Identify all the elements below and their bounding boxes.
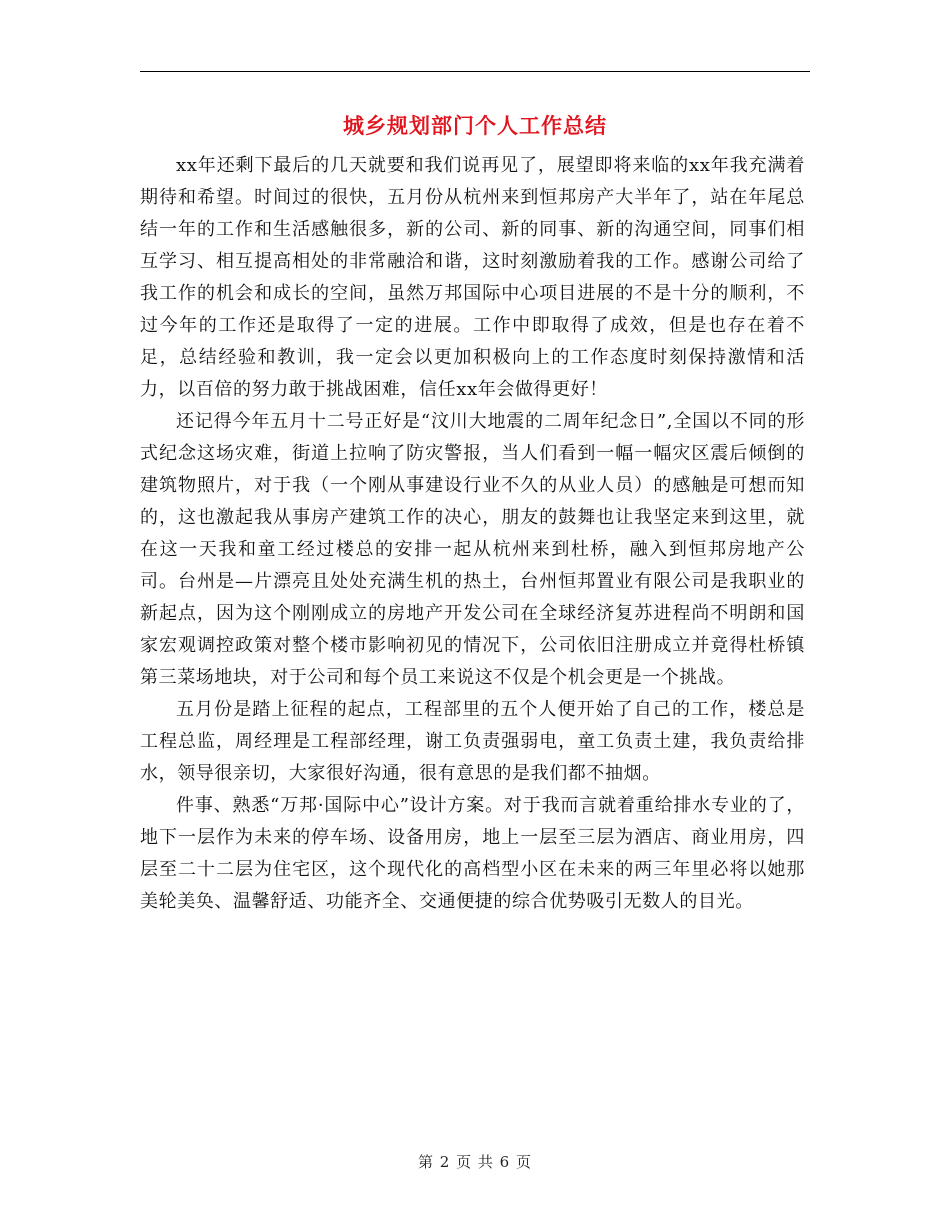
document-title: 城乡规划部门个人工作总结 xyxy=(343,113,607,138)
paragraph-4: 件事、熟悉“万邦·国际中心”设计方案。对于我而言就着重给排水专业的了，地下一层作为未来的停车场、设备用房，地上一层至三层为酒店、商业用房，四层至二十二层为住宅区，这个现代化的高档型小区在未来的两三年里必将以她那美轮美奂、温馨舒适、功能齐全、交通便捷的综合优势吸引无数人的目光。 xyxy=(140,795,805,912)
paragraph-3: 五月份是踏上征程的起点，工程部里的五个人便开始了自己的工作，楼总是工程总监，周经理是工程部经理，谢工负责强弱电，童工负责土建，我负责给排水，领导很亲切，大家很好沟通，很有意思的是我们都不抽烟。 xyxy=(140,699,805,784)
paragraph-1: xx年还剩下最后的几天就要和我们说再见了，展望即将来临的xx年我充满着期待和希望。时间过的很快，五月份从杭州来到恒邦房产大半年了，站在年尾总结一年的工作和生活感触很多，新的公司、新的同事、新的沟通空间，同事们相互学习、相互提高相处的非常融洽和谐，这时刻激励着我的工作。感谢公司给了我工作的机会和成长的空间，虽然万邦国际中心项目进展的不是十分的顺利，不过今年的工作还是取得了一定的进展。工作中即取得了成效，但是也存在着不足，总结经验和教训，我一定会以更加积极向上的工作态度时刻保持激情和活力，以百倍的努力敢于挑战困难，信任xx年会做得更好！ xyxy=(140,155,805,400)
page-number: 第 2 页 共 6 页 xyxy=(418,1153,532,1171)
paragraph-2: 还记得今年五月十二号正好是“汶川大地震的二周年纪念日”,全国以不同的形式纪念这场灾难，街道上拉响了防灾警报，当人们看到一幅一幅灾区震后倾倒的建筑物照片，对于我（一个刚从事建设行业不久的从业人员）的感触是可想而知的，这也激起我从事房产建筑工作的决心，朋友的鼓舞也让我坚定来到这里，就在这一天我和童工经过楼总的安排一起从杭州来到杜桥，融入到恒邦房地产公司。台州是—片漂亮且处处充满生机的热土，台州恒邦置业有限公司是我职业的新起点，因为这个刚刚成立的房地产开发公司在全球经济复苏进程尚不明朗和国家宏观调控政策对整个楼市影响初见的情况下，公司依旧注册成立并竟得杜桥镇第三菜场地块，对于公司和每个员工来说这不仅是个机会更是一个挑战。 xyxy=(140,411,805,688)
header-rule xyxy=(140,71,810,72)
document-body xyxy=(140,150,805,918)
